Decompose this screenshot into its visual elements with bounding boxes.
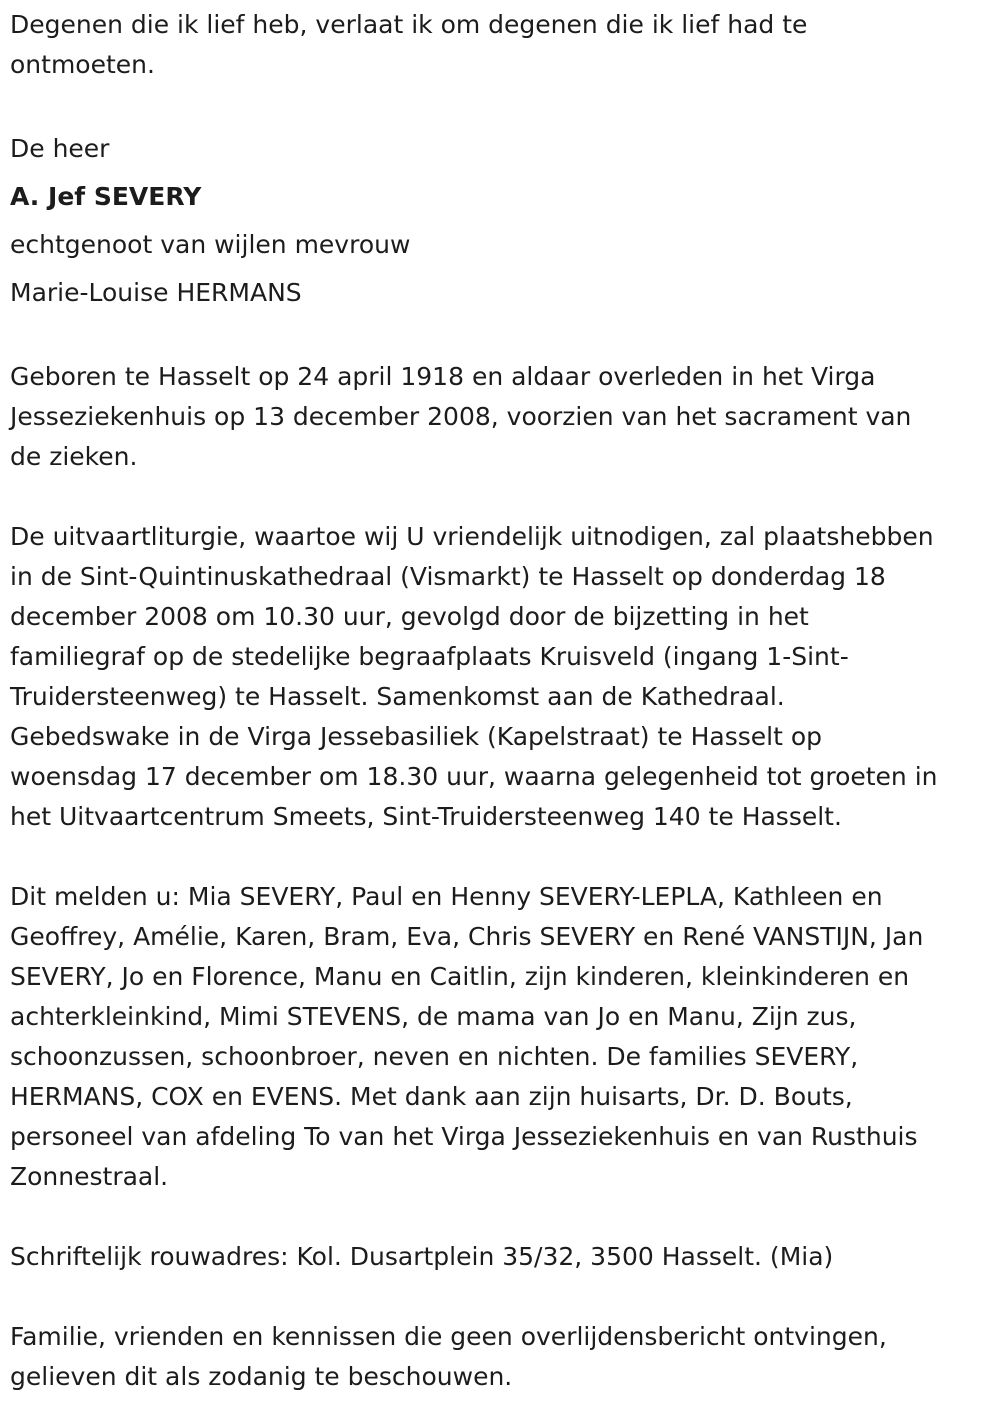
spouse-name: Marie-Louise HERMANS: [10, 278, 302, 307]
closing-paragraph: Familie, vrienden en kennissen die geen overlijdensbericht ontvingen, gelieven dit als zodanig te beschouwen.: [10, 1322, 887, 1391]
name-block: [10, 125, 1000, 317]
spouse-label: echtgenoot van wijlen mevrouw: [10, 230, 411, 259]
title-text: De heer: [10, 134, 110, 163]
announcement-paragraph: Dit melden u: Mia SEVERY, Paul en Henny SEVERY-LEPLA, Kathleen en Geoffrey, Amélie, Karen, Bram, Eva, Chris SEVERY en René VANSTIJN, Jan SEVERY, Jo en Florence, Manu en Caitlin, zijn kinderen, kleinkinderen en achterkleinkind, Mimi STEVENS, de mama van Jo en Manu, Zijn zus, schoonzussen, schoonbroer, neven en nichten. De families SEVERY, HERMANS, COX en EVENS. Met dank aan zijn huisarts, Dr. D. Bouts, personeel van afdeling To van het Virga Jesseziekenhuis en van Rusthuis Zonnestraal.: [10, 882, 924, 1191]
funeral-paragraph: De uitvaartliturgie, waartoe wij U vriendelijk uitnodigen, zal plaatshebben in de Sint-Quintinuskathedraal (Vismarkt) te Hasselt op donderdag 18 december 2008 om 10.30 uur, gevolgd door de bijzetting in het familiegraf op de stedelijke begraafplaats Kruisveld (ingang 1-Sint- Truidersteenweg) te Hasselt. Samenkomst aan de Kathedraal. Gebedswake in de Virga Jessebasiliek (Kapelstraat) te Hasselt op woensdag 17 december om 18.30 uur, waarna gelegenheid tot groeten in het Uitvaartcentrum Smeets, Sint-Truidersteenweg 140 te Hasselt.: [10, 522, 938, 831]
address-paragraph: Schriftelijk rouwadres: Kol. Dusartplein 35/32, 3500 Hasselt. (Mia): [10, 1242, 834, 1271]
birth-death-paragraph: Geboren te Hasselt op 24 april 1918 en aldaar overleden in het Virga Jesseziekenhuis op 13 december 2008, voorzien van het sacrament van de zieken.: [10, 362, 912, 471]
motto-text: Degenen die ik lief heb, verlaat ik om degenen die ik lief had te ontmoeten.: [10, 10, 808, 79]
deceased-name: A. Jef SEVERY: [10, 182, 202, 211]
